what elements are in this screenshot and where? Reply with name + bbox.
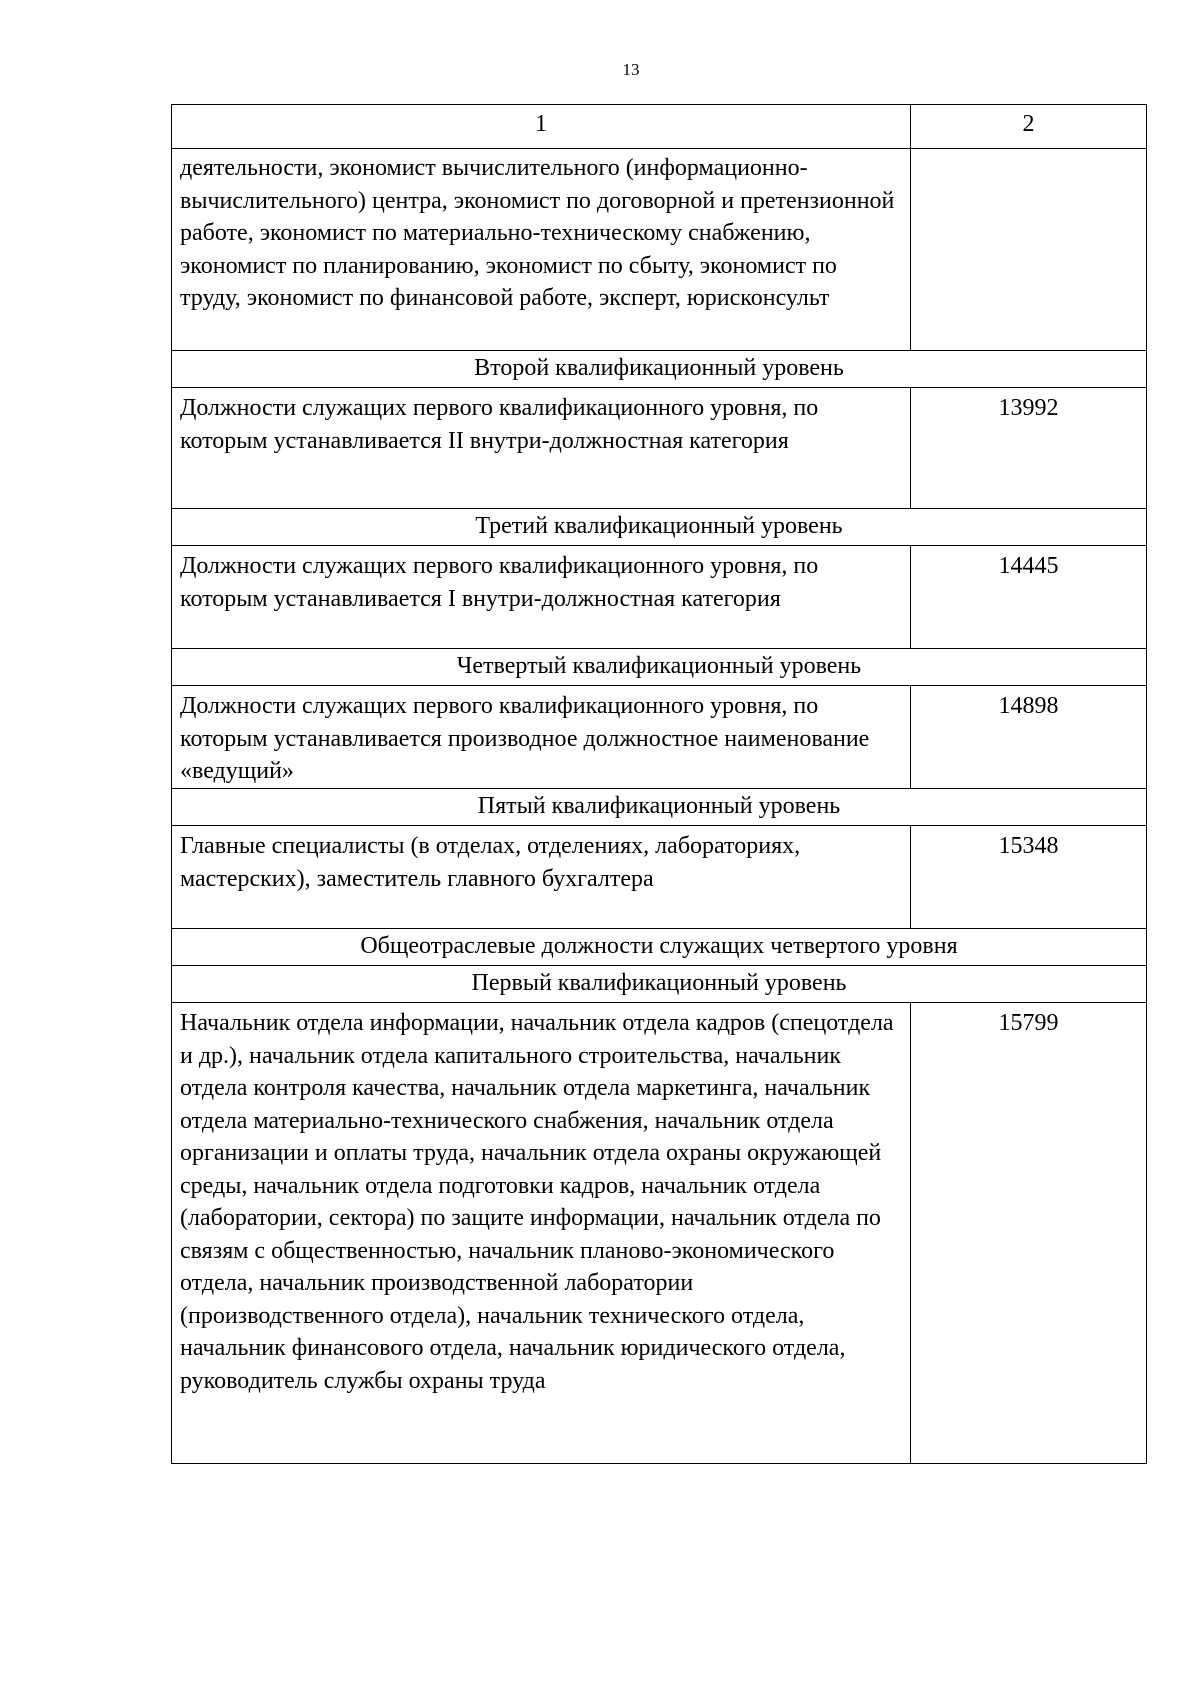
section-row — [172, 509, 1147, 546]
section-row — [172, 649, 1147, 686]
section-row — [172, 351, 1147, 388]
salary-value: 14898 — [911, 686, 1147, 789]
salary-value: 15799 — [911, 1003, 1147, 1464]
section-title: Первый квалификационный уровень — [172, 966, 1147, 1003]
section-title: Второй квалификационный уровень — [172, 351, 1147, 388]
table-header-row — [172, 105, 1147, 149]
section-title: Третий квалификационный уровень — [172, 509, 1147, 546]
column-1-header: 1 — [172, 105, 911, 149]
page-number: 13 — [622, 60, 640, 79]
salary-value: 15348 — [911, 826, 1147, 929]
salary-table — [171, 104, 1147, 1464]
table-row — [172, 388, 1147, 509]
table-row — [172, 1003, 1147, 1464]
section-row — [172, 929, 1147, 966]
position-description: Должности служащих первого квалификационного уровня, по которым устанавливается II внутри-должностная категория — [172, 388, 911, 509]
table-row — [172, 826, 1147, 929]
position-description: деятельности, экономист вычислительного (информационно-вычислительного) центра, экономист по договорной и претензионной работе, экономист по материально-техническому снабжению, экономист по планированию, экономист по сбыту, экономист по труду, экономист по финансовой работе, эксперт, юрисконсульт — [172, 149, 911, 351]
section-title: Четвертый квалификационный уровень — [172, 649, 1147, 686]
salary-value — [911, 149, 1147, 351]
salary-value: 13992 — [911, 388, 1147, 509]
section-title: Общеотраслевые должности служащих четвертого уровня — [172, 929, 1147, 966]
position-description: Должности служащих первого квалификационного уровня, по которым устанавливается I внутри-должностная категория — [172, 546, 911, 649]
column-2-header: 2 — [911, 105, 1147, 149]
salary-value: 14445 — [911, 546, 1147, 649]
section-title: Пятый квалификационный уровень — [172, 789, 1147, 826]
section-row — [172, 966, 1147, 1003]
table-row — [172, 686, 1147, 789]
position-description: Начальник отдела информации, начальник отдела кадров (спецотдела и др.), начальник отдела капитального строительства, начальник отдела контроля качества, начальник отдела маркетинга, начальник отдела материально-технического снабжения, начальник отдела организации и оплаты труда, начальник отдела охраны окружающей среды, начальник отдела подготовки кадров, начальник отдела (лаборатории, сектора) по защите информации, начальник отдела по связям с общественностью, начальник планово-экономического отдела, начальник производственной лаборатории (производственного отдела), начальник технического отдела, начальник финансового отдела, начальник юридического отдела, руководитель службы охраны труда — [172, 1003, 911, 1464]
position-description: Должности служащих первого квалификационного уровня, по которым устанавливается производное должностное наименование «ведущий» — [172, 686, 911, 789]
position-description: Главные специалисты (в отделах, отделениях, лабораториях, мастерских), заместитель главного бухгалтера — [172, 826, 911, 929]
table-row — [172, 149, 1147, 351]
section-row — [172, 789, 1147, 826]
table-row — [172, 546, 1147, 649]
